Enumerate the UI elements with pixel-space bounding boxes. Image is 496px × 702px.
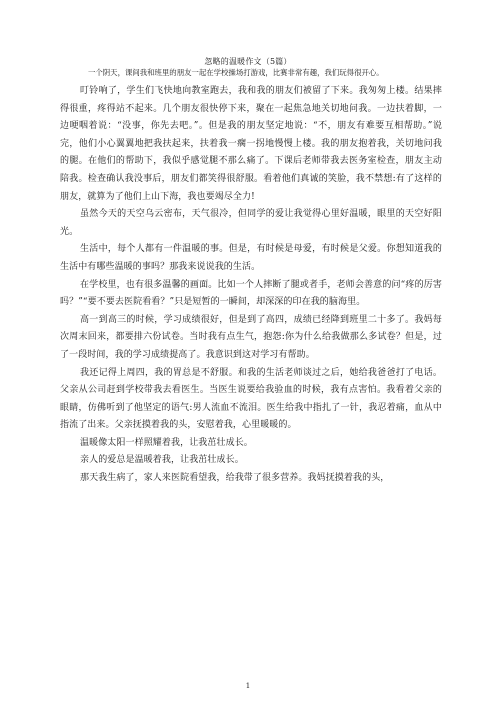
paragraph-5: 高一到高三的时候，学习成绩很好，但是到了高四，成绩已经降到班里二十多了。我妈每次周末回来，都要排六份试卷。当时我有点生气，抱怨:你为什么给我做那么多试卷？但是，过了一段时间，我的学习成绩提高了。我意识到这对学习有帮助。 — [60, 314, 442, 360]
paragraph-8: 亲人的爱总是温暖着我，让我茁壮成长。 — [80, 455, 244, 466]
paragraph-1: 叮铃响了，学生们飞快地向教室跑去，我和我的朋友们被留了下来。我匆匆上楼。结果摔得很重，疼得站不起来。几个朋友很快停下来，聚在一起焦急地关切地问我。一边扶着脚，一边哽咽着说：“没事，你先去吧。”。但是我的朋友坚定地说：“不，朋友有难要互相帮助。”说完，他们小心翼翼地把我扶起来，扶着我一瘸一拐地慢慢上楼。我的朋友抱着我，关切地问我的腿。在他们的帮助下，我似乎感觉腿不那么痛了。下课后老师带我去医务室检查，朋友主动陪我。检查确认我没事后，朋友们都笑得很舒服。看着他们真诚的笑脸，我不禁想:有了这样的朋友，就算为了他们上山下海，我也要竭尽全力! — [60, 86, 442, 202]
paragraph-2: 虽然今天的天空乌云密布，天气很冷，但同学的爱让我觉得心里好温暖，眼里的天空好阳光。 — [60, 209, 442, 237]
paragraph-9: 那天我生病了，家人来医院看望我，给我带了很多营养。我妈抚摸着我的头， — [80, 473, 390, 484]
paragraph-3: 生活中，每个人都有一件温暖的事。但是，有时候是母爱，有时候是父爱。你想知道我的生活中有哪些温暖的事吗？那我来说说我的生活。 — [60, 244, 442, 272]
paragraph-7: 温暖像太阳一样照耀着我，让我茁壮成长。 — [80, 437, 253, 448]
paragraph-6: 我还记得上周四，我的胃总是不舒服。和我的生活老师谈过之后，她给我爸爸打了电话。父亲从公司赶到学校带我去看医生。当医生说要给我验血的时候，我有点害怕。我看着父亲的眼睛，仿佛听到了他坚定的语气:男人流血不流泪。医生给我中指扎了一针，我忍着痛，血从中指流了出来。父亲抚摸着我的头，安慰着我，心里暖暖的。 — [60, 367, 442, 431]
lead-paragraph: 一个阴天，课间我和班里的朋友一起在学校操场打游戏，比赛非常有趣，我们玩得很开心。 — [88, 68, 384, 77]
document-body — [60, 68, 442, 488]
page-number: 1 — [245, 682, 251, 690]
paragraph-4: 在学校里，也有很多温馨的画面。比如一个人摔断了腿或者手，老师会善意的问“疼的厉害吗？”“要不要去医院看看？”只是短暂的一瞬间，却深深的印在我的脑海里。 — [60, 279, 442, 308]
document-title: 忽略的温暖作文（5篇） — [204, 57, 292, 66]
